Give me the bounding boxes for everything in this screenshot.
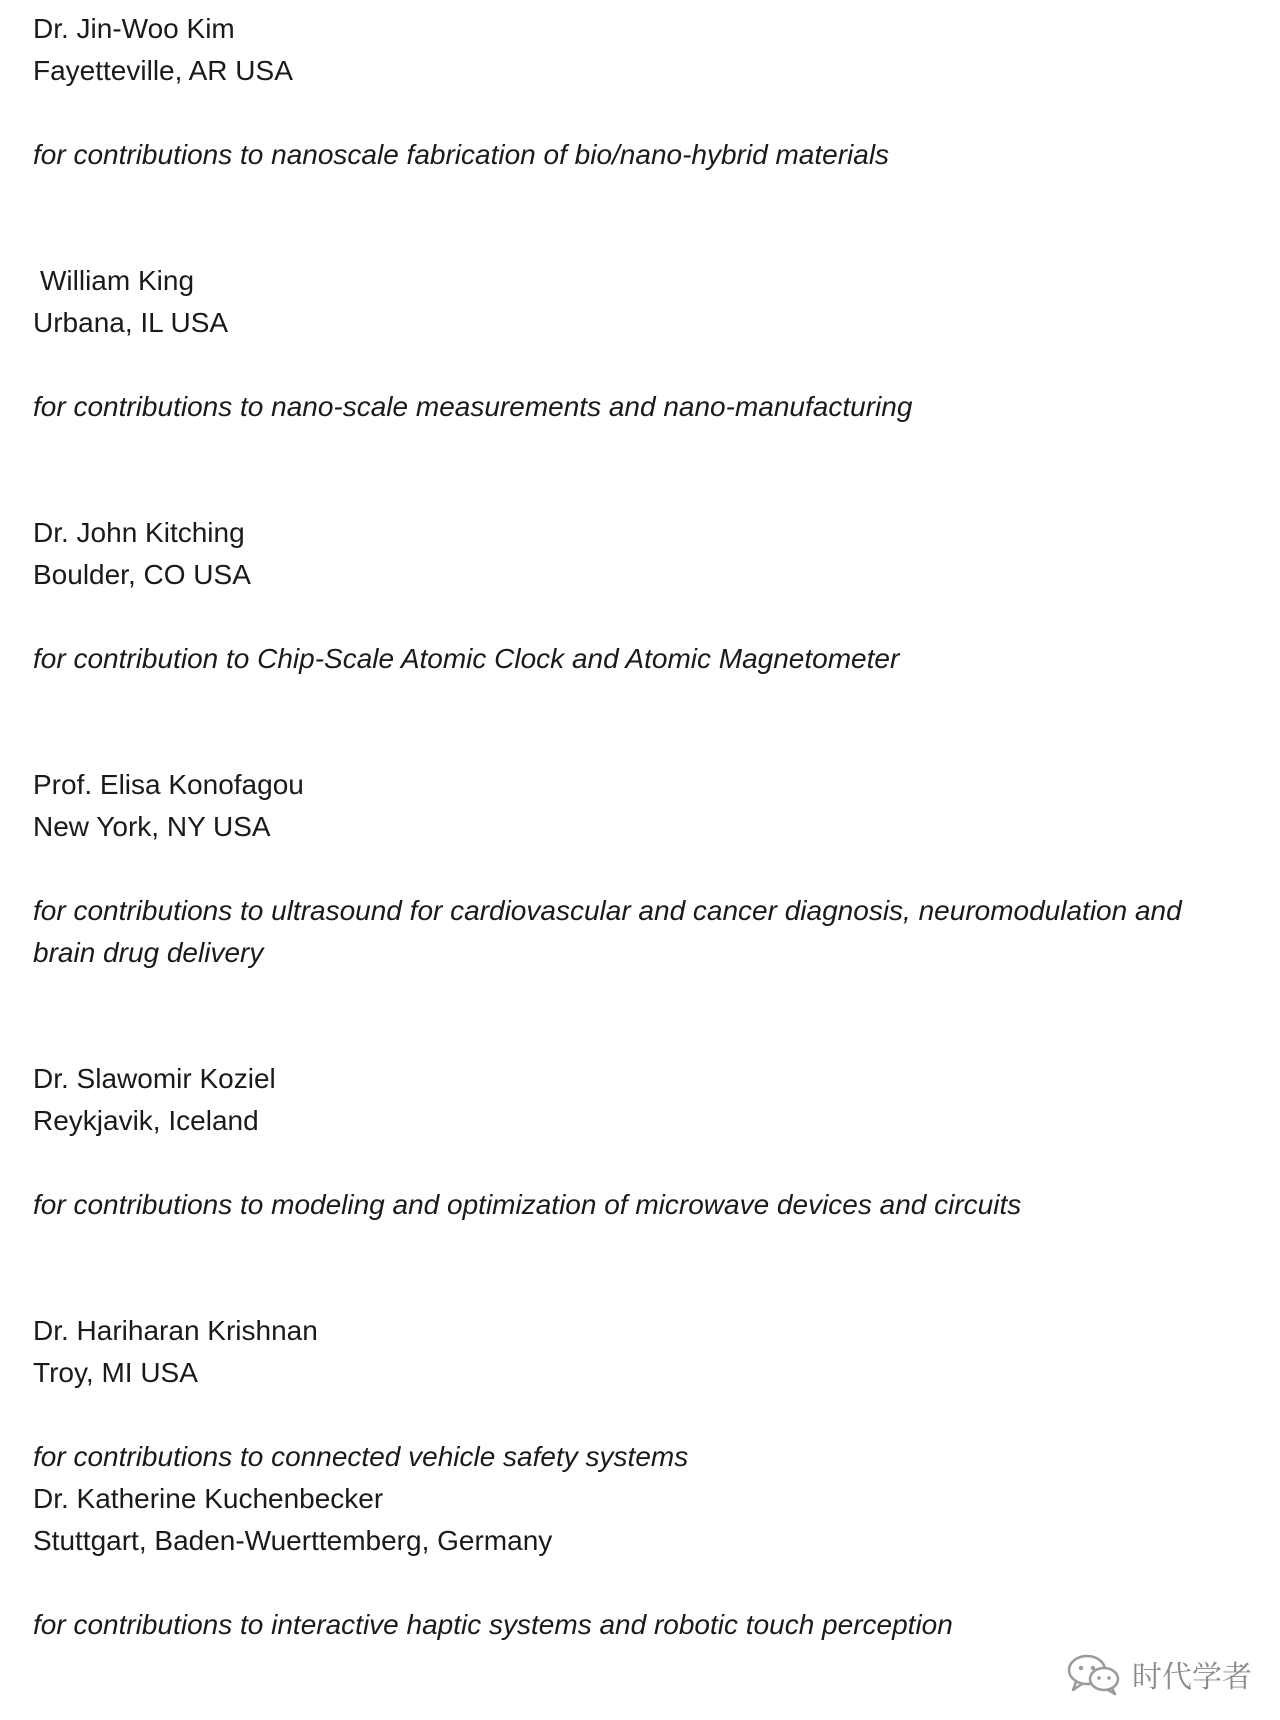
fellow-location: Boulder, CO USA <box>33 559 251 590</box>
fellow-name: Dr. Hariharan Krishnan <box>33 1315 318 1346</box>
fellow-citation: for contributions to connected vehicle safety systems <box>33 1441 689 1472</box>
wechat-icon <box>1066 1652 1122 1696</box>
fellow-citation: for contribution to Chip-Scale Atomic Clock and Atomic Magnetometer <box>33 643 900 674</box>
fellow-name: William King <box>40 265 195 296</box>
fellow-location: Reykjavik, Iceland <box>33 1105 259 1136</box>
fellow-citation: for contributions to interactive haptic systems and robotic touch perception <box>33 1609 953 1640</box>
fellow-name: Dr. Slawomir Koziel <box>33 1063 276 1094</box>
fellow-location: Troy, MI USA <box>33 1357 198 1388</box>
fellow-name: Prof. Elisa Konofagou <box>33 769 304 800</box>
fellow-citation-line-1: for contributions to ultrasound for cardiovascular and cancer diagnosis, neuromodulation and <box>33 895 1182 926</box>
fellow-location: Urbana, IL USA <box>33 307 229 338</box>
fellow-name: Dr. Jin-Woo Kim <box>33 13 235 44</box>
fellow-location: Fayetteville, AR USA <box>33 55 293 86</box>
fellow-name: Dr. Katherine Kuchenbecker <box>33 1483 384 1514</box>
fellow-citation: for contributions to nanoscale fabrication of bio/nano-hybrid materials <box>33 139 890 170</box>
watermark <box>1066 1652 1252 1696</box>
fellow-citation: for contributions to modeling and optimization of microwave devices and circuits <box>33 1189 1022 1220</box>
fellow-name: Dr. John Kitching <box>33 517 245 548</box>
watermark-text: 时代学者 <box>1132 1660 1252 1695</box>
fellow-citation-line-2: brain drug delivery <box>33 937 264 968</box>
fellow-location: Stuttgart, Baden-Wuerttemberg, Germany <box>33 1525 553 1556</box>
fellow-location: New York, NY USA <box>33 811 271 842</box>
fellow-citation: for contributions to nano-scale measurements and nano-manufacturing <box>33 391 913 422</box>
